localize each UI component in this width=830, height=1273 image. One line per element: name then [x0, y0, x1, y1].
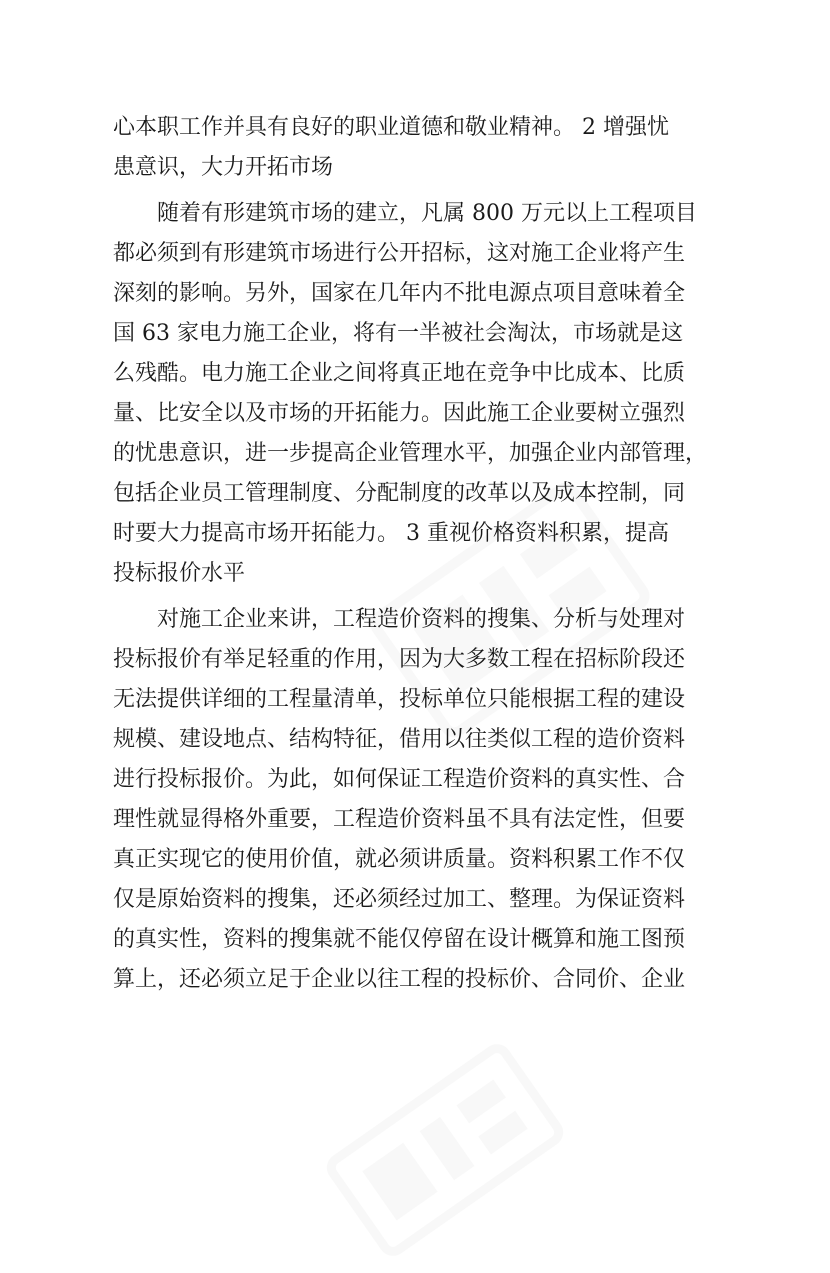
text-line: 深刻的影响。另外，国家在几年内不批电源点项目意味着全 — [113, 281, 686, 306]
section-heading-3: 投标报价水平 — [113, 561, 246, 586]
text-line: 真正实现它的使用价值，就必须讲质量。资料积累工作不仅 — [113, 847, 686, 872]
text-line: 随着有形建筑市场的建立，凡属 800 万元以上工程项目 — [157, 201, 697, 226]
text-line: 对施工企业来讲，工程造价资料的搜集、分析与处理对 — [157, 607, 686, 632]
text-line: 都必须到有形建筑市场进行公开招标，这对施工企业将产生 — [113, 241, 686, 266]
text-line: 时要大力提高市场开拓能力。 3 重视价格资料积累，提高 — [113, 521, 669, 546]
text-line: 理性就显得格外重要，工程造价资料虽不具有法定性，但要 — [113, 807, 686, 832]
text-line: 仅是原始资料的搜集，还必须经过加工、整理。为保证资料 — [113, 887, 686, 912]
text-line: 算上，还必须立足于企业以往工程的投标价、合同价、企业 — [113, 967, 686, 992]
text-line: 的真实性，资料的搜集就不能仅停留在设计概算和施工图预 — [113, 927, 686, 952]
section-heading-2: 患意识，大力开拓市场 — [113, 155, 334, 180]
text-line: 国 63 家电力施工企业，将有一半被社会淘汰，市场就是这 — [113, 321, 683, 346]
text-line: 投标报价有举足轻重的作用，因为大多数工程在招标阶段还 — [113, 647, 686, 672]
text-line: 无法提供详细的工程量清单，投标单位只能根据工程的建设 — [113, 687, 686, 712]
text-line: 的忧患意识，进一步提高企业管理水平，加强企业内部管理， — [113, 441, 708, 466]
text-line: 规模、建设地点、结构特征，借用以往类似工程的造价资料 — [113, 727, 686, 752]
text-line: 量、比安全以及市场的开拓能力。因此施工企业要树立强烈 — [113, 401, 686, 426]
text-line: 包括企业员工管理制度、分配制度的改革以及成本控制，同 — [113, 481, 686, 506]
text-line: 进行投标报价。为此，如何保证工程造价资料的真实性、合 — [113, 767, 686, 792]
text-line: 么残酷。电力施工企业之间将真正地在竞争中比成本、比质 — [113, 361, 686, 386]
text-line: 心本职工作并具有良好的职业道德和敬业精神。 2 增强忧 — [113, 115, 669, 140]
watermark-logo-bottom — [311, 1027, 580, 1273]
